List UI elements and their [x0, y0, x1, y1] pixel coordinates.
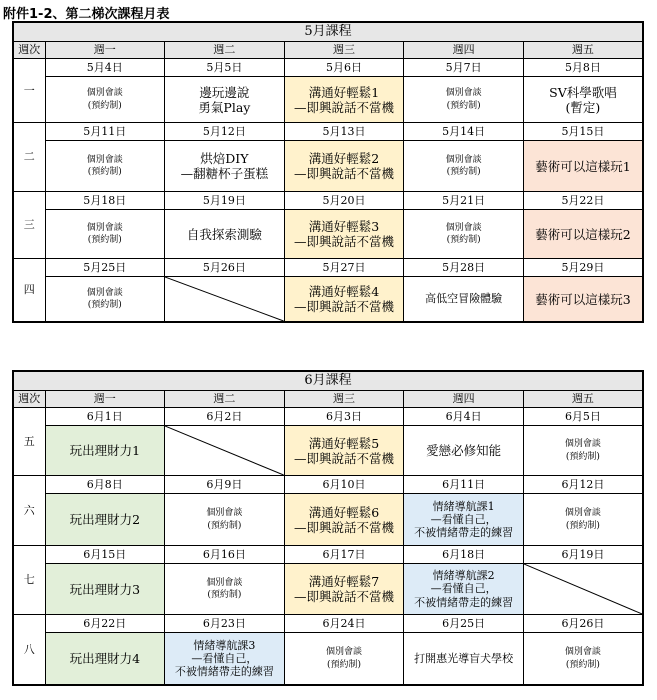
activity-cell	[45, 141, 165, 192]
date-cell: 6月9日	[165, 476, 285, 494]
date-row	[13, 59, 643, 77]
weekday-header: 週五	[523, 42, 643, 59]
activity-text: (預約制)	[326, 659, 361, 670]
activity-text: 高低空冒險體驗	[425, 292, 503, 306]
activity-text: —即興說話不當機	[293, 519, 394, 535]
activity-text: —翻糖杯子蛋糕	[180, 166, 269, 181]
date-row	[13, 476, 643, 494]
empty-slot-diagonal	[165, 277, 285, 323]
date-cell: 5月25日	[45, 259, 165, 277]
date-cell: 6月10日	[284, 476, 404, 494]
activity-text: 藝術可以這樣玩2	[535, 226, 631, 242]
activity-row	[13, 494, 643, 546]
activity-cell	[284, 633, 404, 686]
activity-cell	[45, 426, 165, 476]
activity-cell	[523, 277, 643, 323]
activity-cell	[523, 210, 643, 259]
activity-text: 藝術可以這樣玩3	[535, 291, 631, 307]
week-number: 一	[13, 59, 45, 123]
activity-cell	[45, 633, 165, 686]
activity-text: —即興說話不當機	[293, 450, 394, 466]
date-cell: 5月15日	[523, 123, 643, 141]
activity-text: 玩出理財力4	[69, 651, 141, 666]
activity-text: 溝通好輕鬆1	[308, 84, 380, 100]
activity-text: (暫定)	[565, 99, 601, 115]
activity-cell	[45, 494, 165, 546]
activity-text: (預約制)	[565, 520, 600, 531]
activity-text: 情緒導航課3	[193, 638, 256, 652]
activity-text: —即興說話不當機	[293, 234, 394, 249]
date-cell: 5月27日	[284, 259, 404, 277]
activity-text: 個別會談	[564, 508, 601, 519]
activity-text: (預約制)	[565, 659, 600, 670]
activity-text: (預約制)	[87, 300, 122, 310]
activity-cell	[45, 77, 165, 123]
document-title: 附件1-2、第二梯次課程月表	[3, 7, 170, 22]
activity-text: —即興說話不當機	[293, 589, 394, 604]
activity-cell	[523, 494, 643, 546]
activity-text: 藝術可以這樣玩1	[535, 158, 631, 174]
activity-text: (預約制)	[446, 167, 481, 177]
activity-row	[13, 633, 643, 686]
activity-text: 個別會談	[564, 439, 601, 450]
activity-text: 個別會談	[564, 647, 601, 658]
activity-cell	[523, 633, 643, 686]
date-cell: 5月19日	[165, 192, 285, 210]
week-number: 三	[13, 192, 45, 259]
activity-text: 溝通好輕鬆4	[308, 284, 380, 299]
week-number: 八	[13, 615, 45, 686]
activity-cell	[404, 426, 524, 476]
activity-cell	[284, 564, 404, 615]
activity-text: (預約制)	[87, 167, 122, 177]
date-row	[13, 259, 643, 277]
weekday-header: 週五	[523, 391, 643, 408]
date-cell: 5月29日	[523, 259, 643, 277]
activity-text: 情緒導航課2	[432, 569, 495, 583]
week-number: 四	[13, 259, 45, 323]
activity-text: 溝通好輕鬆5	[308, 435, 380, 451]
activity-text: (預約制)	[565, 451, 600, 462]
date-cell: 6月18日	[404, 546, 524, 564]
activity-row	[13, 141, 643, 192]
activity-text: 玩出理財力2	[69, 512, 141, 527]
date-cell: 5月4日	[45, 59, 165, 77]
activity-text: —即興說話不當機	[293, 166, 394, 181]
activity-cell	[523, 77, 643, 123]
week-number-header: 週次	[13, 391, 45, 408]
date-cell: 5月22日	[523, 192, 643, 210]
date-cell: 6月15日	[45, 546, 165, 564]
activity-text: 玩出理財力1	[69, 443, 141, 458]
activity-cell	[284, 77, 404, 123]
activity-text: 個別會談	[445, 154, 482, 165]
activity-cell	[284, 494, 404, 546]
activity-cell	[404, 494, 524, 546]
activity-text: 溝通好輕鬆6	[308, 504, 380, 520]
date-row	[13, 615, 643, 633]
activity-text: (預約制)	[87, 100, 122, 111]
date-row	[13, 123, 643, 141]
activity-text: 溝通好輕鬆3	[308, 219, 380, 234]
activity-row	[13, 426, 643, 476]
date-row	[13, 408, 643, 426]
activity-cell	[284, 277, 404, 323]
date-cell: 6月25日	[404, 615, 524, 633]
activity-text: 個別會談	[86, 88, 123, 99]
activity-cell	[165, 77, 285, 123]
activity-text: 愛戀必修知能	[426, 443, 502, 458]
activity-text: SV科學歌唱	[549, 84, 617, 100]
date-cell: 6月26日	[523, 615, 643, 633]
activity-text: 不被情緒帶走的練習	[174, 665, 274, 679]
activity-text: 不被情緒帶走的練習	[414, 526, 514, 540]
activity-cell	[165, 210, 285, 259]
date-cell: 5月5日	[165, 59, 285, 77]
activity-text: 情緒導航課1	[432, 499, 495, 513]
activity-text: 個別會談	[86, 154, 123, 165]
activity-cell	[45, 210, 165, 259]
activity-text: 邊玩邊說	[199, 84, 250, 100]
week-number: 二	[13, 123, 45, 192]
activity-text: 個別會談	[206, 577, 243, 588]
week-number-header: 週次	[13, 42, 45, 59]
activity-row	[13, 77, 643, 123]
date-cell: 5月13日	[284, 123, 404, 141]
activity-text: —看懂自己，	[430, 512, 497, 526]
activity-cell	[165, 564, 285, 615]
activity-cell	[404, 633, 524, 686]
activity-text: —即興說話不當機	[293, 299, 394, 314]
activity-text: 個別會談	[86, 222, 123, 233]
activity-text: (預約制)	[446, 100, 481, 111]
date-cell: 5月20日	[284, 192, 404, 210]
activity-cell	[404, 210, 524, 259]
date-cell: 5月11日	[45, 123, 165, 141]
weekday-header: 週二	[165, 391, 285, 408]
date-cell: 5月8日	[523, 59, 643, 77]
date-cell: 6月12日	[523, 476, 643, 494]
activity-text: 溝通好輕鬆7	[308, 574, 380, 589]
date-cell: 6月19日	[523, 546, 643, 564]
activity-cell	[523, 426, 643, 476]
date-cell: 6月17日	[284, 546, 404, 564]
activity-text: 烘焙DIY	[200, 151, 249, 166]
activity-text: —看懂自己，	[430, 582, 497, 596]
empty-slot-diagonal	[165, 426, 285, 476]
weekday-header: 週四	[404, 42, 524, 59]
activity-row	[13, 564, 643, 615]
diagonal-line	[524, 564, 642, 614]
week-number: 七	[13, 546, 45, 615]
date-cell: 6月1日	[45, 408, 165, 426]
activity-cell	[165, 633, 285, 686]
activity-cell	[284, 426, 404, 476]
activity-text: 溝通好輕鬆2	[308, 151, 380, 166]
activity-row	[13, 277, 643, 323]
activity-text: —即興說話不當機	[293, 99, 394, 115]
date-cell: 6月22日	[45, 615, 165, 633]
activity-text: 個別會談	[445, 88, 482, 99]
date-cell: 6月8日	[45, 476, 165, 494]
weekday-header: 週二	[165, 42, 285, 59]
may-table-title: 5月課程	[13, 22, 643, 42]
activity-text: 不被情緒帶走的練習	[414, 595, 514, 609]
activity-text: 勇氣Play	[198, 99, 251, 115]
date-cell: 5月26日	[165, 259, 285, 277]
date-cell: 6月24日	[284, 615, 404, 633]
activity-text: 打開惠光導盲犬學校	[414, 651, 514, 665]
date-cell: 5月21日	[404, 192, 524, 210]
activity-cell	[284, 210, 404, 259]
weekday-header: 週一	[45, 42, 165, 59]
date-cell: 5月28日	[404, 259, 524, 277]
activity-cell	[523, 141, 643, 192]
activity-row	[13, 210, 643, 259]
activity-text: 自我探索測驗	[186, 226, 262, 242]
date-cell: 6月5日	[523, 408, 643, 426]
activity-cell	[404, 564, 524, 615]
activity-cell	[404, 277, 524, 323]
activity-cell	[165, 494, 285, 546]
activity-text: 個別會談	[445, 222, 482, 233]
diagonal-line	[165, 426, 284, 475]
date-cell: 6月23日	[165, 615, 285, 633]
diagonal-line	[165, 277, 284, 321]
date-cell: 6月16日	[165, 546, 285, 564]
activity-text: 個別會談	[206, 508, 243, 519]
activity-text: (預約制)	[207, 590, 242, 600]
activity-text: (預約制)	[87, 235, 122, 245]
date-cell: 6月3日	[284, 408, 404, 426]
date-cell: 5月14日	[404, 123, 524, 141]
date-row	[13, 546, 643, 564]
weekday-header: 週四	[404, 391, 524, 408]
activity-cell	[404, 77, 524, 123]
activity-text: (預約制)	[207, 520, 242, 531]
weekday-header: 週三	[284, 391, 404, 408]
weekday-header: 週一	[45, 391, 165, 408]
date-cell: 6月11日	[404, 476, 524, 494]
activity-text: 玩出理財力3	[69, 581, 141, 597]
activity-cell	[284, 141, 404, 192]
weekday-header: 週三	[284, 42, 404, 59]
activity-text: —看懂自己，	[191, 651, 258, 665]
activity-text: 個別會談	[86, 287, 123, 298]
activity-cell	[45, 277, 165, 323]
date-cell: 5月12日	[165, 123, 285, 141]
date-row	[13, 192, 643, 210]
week-number: 五	[13, 408, 45, 476]
activity-text: 個別會談	[325, 647, 362, 658]
activity-cell	[45, 564, 165, 615]
june-table-title: 6月課程	[13, 371, 643, 391]
may-schedule-table	[12, 21, 644, 323]
date-cell: 5月7日	[404, 59, 524, 77]
activity-cell	[165, 141, 285, 192]
activity-cell	[404, 141, 524, 192]
date-cell: 5月6日	[284, 59, 404, 77]
june-schedule-table	[12, 370, 644, 686]
empty-slot-diagonal	[523, 564, 643, 615]
week-number: 六	[13, 476, 45, 546]
activity-text: (預約制)	[446, 235, 481, 245]
date-cell: 5月18日	[45, 192, 165, 210]
date-cell: 6月4日	[404, 408, 524, 426]
date-cell: 6月2日	[165, 408, 285, 426]
